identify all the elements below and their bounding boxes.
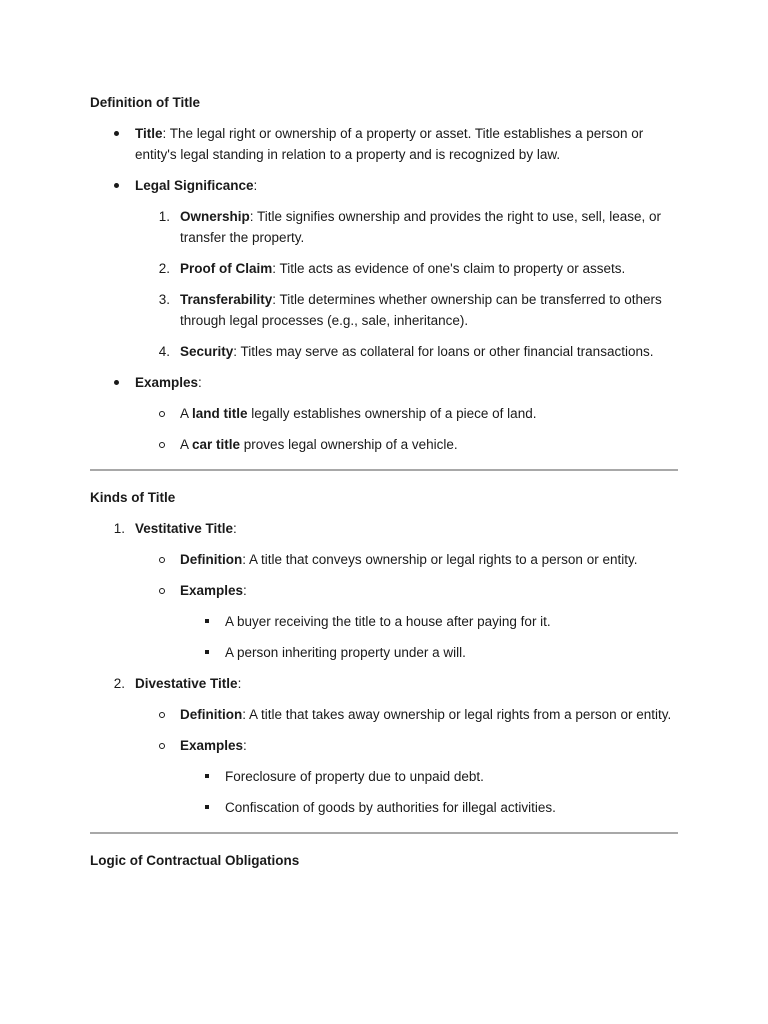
- term: Definition: [180, 552, 243, 567]
- term-suffix: :: [253, 178, 258, 193]
- example-prefix: A: [180, 437, 193, 452]
- term: Proof of Claim: [180, 261, 273, 276]
- list-number: 4.: [158, 344, 170, 359]
- list-item: [90, 258, 678, 279]
- example-text: Foreclosure of property due to unpaid debt.: [225, 769, 484, 784]
- list-item: [90, 611, 678, 632]
- list-number: 1.: [158, 209, 170, 224]
- example-prefix: A: [180, 406, 193, 421]
- term-text: : A title that takes away ownership or legal rights from a person or entity.: [242, 707, 672, 722]
- horizontal-rule: [90, 832, 678, 834]
- list-number: 2.: [113, 676, 125, 691]
- term: Definition: [180, 707, 243, 722]
- term-text: : A title that conveys ownership or legal rights to a person or entity.: [242, 552, 638, 567]
- list-item-vestitative-title: [90, 518, 678, 539]
- section-heading-logic-of-contractual-obligations: Logic of Contractual Obligations: [90, 853, 300, 868]
- section-heading-definition-of-title: Definition of Title: [90, 95, 200, 110]
- list-number: 2.: [158, 261, 170, 276]
- list-item-title: [90, 123, 678, 165]
- term-suffix: :: [243, 738, 247, 753]
- list-item: [90, 206, 678, 248]
- term-text: : Titles may serve as collateral for loans or other financial transactions.: [233, 344, 654, 359]
- list-item-legal-significance: [90, 175, 678, 196]
- term: Transferability: [180, 292, 273, 307]
- kinds-list: [90, 518, 678, 818]
- term-text: : Title acts as evidence of one's claim to property or assets.: [272, 261, 626, 276]
- term: Ownership: [180, 209, 250, 224]
- horizontal-rule: [90, 469, 678, 471]
- list-number: 3.: [158, 292, 170, 307]
- list-item: [90, 766, 678, 787]
- list-item: [90, 642, 678, 663]
- term-text: legally establishes ownership of a piece of land.: [247, 406, 537, 421]
- term: Divestative Title: [135, 676, 238, 691]
- examples-list: [90, 372, 678, 455]
- definition-list: [90, 123, 678, 196]
- term-text: : Title determines whether ownership can be transferred to others through legal processes (e.g., sale, inheritance).: [180, 292, 662, 328]
- legal-significance-list: [90, 206, 678, 362]
- term-legal-significance: Legal Significance: [135, 178, 254, 193]
- section-heading-kinds-of-title: Kinds of Title: [90, 490, 176, 505]
- list-number: 1.: [113, 521, 125, 536]
- example-text: A person inheriting property under a will.: [225, 645, 466, 660]
- term: Examples: [180, 738, 244, 753]
- list-item: [90, 341, 678, 362]
- list-item-examples: [90, 735, 678, 756]
- term: land title: [192, 406, 248, 421]
- term-suffix: :: [243, 583, 247, 598]
- example-text: Confiscation of goods by authorities for illegal activities.: [225, 800, 556, 815]
- term: car title: [192, 437, 241, 452]
- list-item-examples: [90, 372, 678, 393]
- term: Vestitative Title: [135, 521, 234, 536]
- list-item-definition: [90, 704, 678, 725]
- term: Examples: [180, 583, 244, 598]
- list-item-definition: [90, 549, 678, 570]
- list-item: [90, 403, 678, 424]
- list-item: [90, 797, 678, 818]
- list-item-examples: [90, 580, 678, 601]
- list-item: [90, 434, 678, 455]
- term-suffix: :: [237, 676, 242, 691]
- term-text: proves legal ownership of a vehicle.: [240, 437, 458, 452]
- term-title-text: : The legal right or ownership of a property or asset. Title establishes a person or entity's legal standing in relation to a property and is recognized by law.: [135, 126, 644, 162]
- term: Security: [180, 344, 234, 359]
- list-item: [90, 289, 678, 331]
- term-text: : Title signifies ownership and provides the right to use, sell, lease, or transfer the property.: [180, 209, 661, 245]
- example-text: A buyer receiving the title to a house after paying for it.: [225, 614, 551, 629]
- term-suffix: :: [233, 521, 237, 536]
- term-title: Title: [135, 126, 163, 141]
- list-item-divestative-title: [90, 673, 678, 694]
- term-suffix: :: [198, 375, 202, 390]
- term-examples: Examples: [135, 375, 199, 390]
